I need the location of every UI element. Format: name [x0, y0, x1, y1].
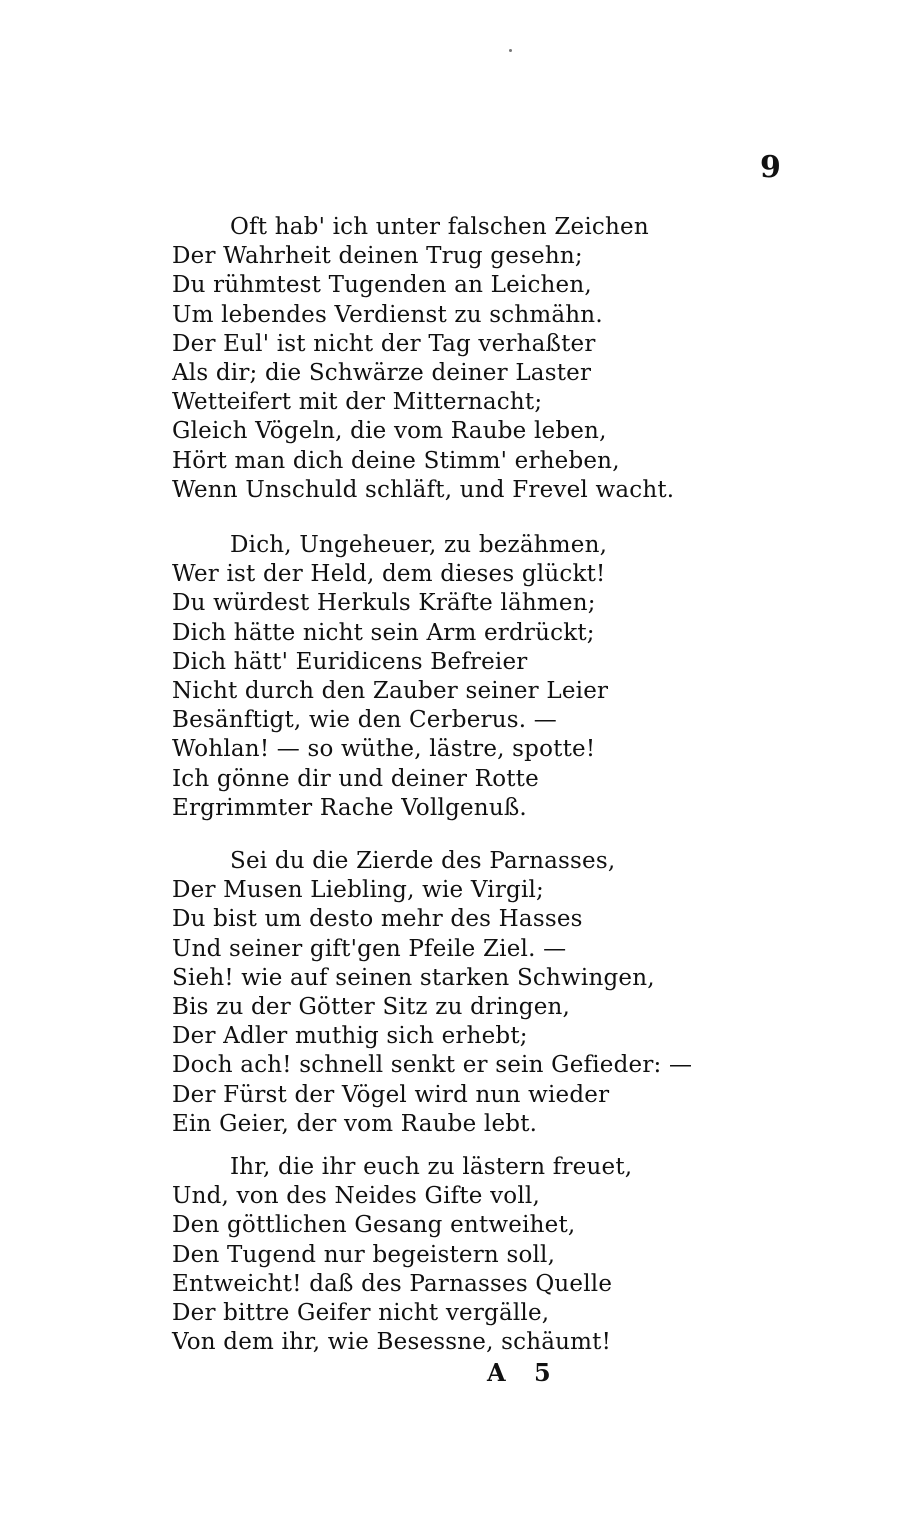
- poem-line: Den göttlichen Gesang entweihet,: [172, 1212, 576, 1239]
- poem-line: Sieh! wie auf seinen starken Schwingen,: [172, 964, 655, 991]
- poem-line: Ein Geier, der vom Raube lebt.: [172, 1110, 538, 1137]
- poem-line: Dich, Ungeheuer, zu bezähmen,: [230, 532, 608, 558]
- poem-line: Hört man dich deine Stimm' erheben,: [172, 447, 620, 474]
- poem-line: Dich hätte nicht sein Arm erdrückt;: [172, 619, 595, 646]
- poem-line: Oft hab' ich unter falschen Zeichen: [230, 214, 649, 240]
- poem-line: Und, von des Neides Gifte voll,: [172, 1183, 540, 1210]
- poem-line: Doch ach! schnell senkt er sein Gefieder: —: [172, 1052, 693, 1079]
- poem-line: Du rühmtest Tugenden an Leichen,: [172, 272, 592, 299]
- printer-signature: A 5: [487, 1358, 561, 1387]
- poem-line: Du würdest Herkuls Kräfte lähmen;: [172, 590, 596, 617]
- poem-line: Von dem ihr, wie Besessne, schäumt!: [172, 1329, 612, 1356]
- poem-line: Du bist um desto mehr des Hasses: [172, 906, 583, 933]
- poem-line: Der bittre Geifer nicht vergälle,: [172, 1299, 550, 1326]
- stanza: [172, 1153, 632, 1357]
- page-number: 9: [760, 150, 781, 185]
- poem-line: Wohlan! — so wüthe, lästre, spotte!: [172, 736, 596, 763]
- poem-line: Entweicht! daß des Parnasses Quelle: [172, 1270, 613, 1297]
- stanza: [172, 213, 674, 505]
- poem-line: Ich gönne dir und deiner Rotte: [172, 765, 539, 792]
- poem-line: Der Musen Liebling, wie Virgil;: [172, 877, 544, 904]
- poem-line: Nicht durch den Zauber seiner Leier: [172, 677, 609, 704]
- stanza: [172, 847, 692, 1139]
- poem-line: Wenn Unschuld schläft, und Frevel wacht.: [172, 476, 675, 503]
- poem-line: Der Fürst der Vögel wird nun wieder: [172, 1081, 610, 1108]
- poem-line: Wetteifert mit der Mitternacht;: [172, 389, 543, 416]
- poem-line: Besänftigt, wie den Cerberus. —: [172, 707, 557, 734]
- poem-line: Den Tugend nur begeistern soll,: [172, 1241, 556, 1268]
- poem-line: Und seiner gift'gen Pfeile Ziel. —: [172, 935, 567, 962]
- poem-line: Ergrimmter Rache Vollgenuß.: [172, 794, 527, 821]
- poem-line: Um lebendes Verdienst zu schmähn.: [172, 301, 603, 328]
- poem-line: Sei du die Zierde des Parnasses,: [230, 848, 616, 874]
- ink-speck: [509, 49, 512, 52]
- poem-line: Dich hätt' Euridicens Befreier: [172, 648, 528, 675]
- poem-line: Der Adler muthig sich erhebt;: [172, 1023, 528, 1050]
- poem-line: Als dir; die Schwärze deiner Laster: [172, 359, 592, 386]
- poem-line: Der Wahrheit deinen Trug gesehn;: [172, 243, 583, 270]
- poem-line: Bis zu der Götter Sitz zu dringen,: [172, 993, 571, 1020]
- poem-line: Der Eul' ist nicht der Tag verhaßter: [172, 330, 596, 357]
- poem-line: Gleich Vögeln, die vom Raube leben,: [172, 418, 607, 445]
- stanza: [172, 531, 608, 823]
- poem-line: Ihr, die ihr euch zu lästern freuet,: [230, 1154, 633, 1180]
- poem-line: Wer ist der Held, dem dieses glückt!: [172, 561, 606, 588]
